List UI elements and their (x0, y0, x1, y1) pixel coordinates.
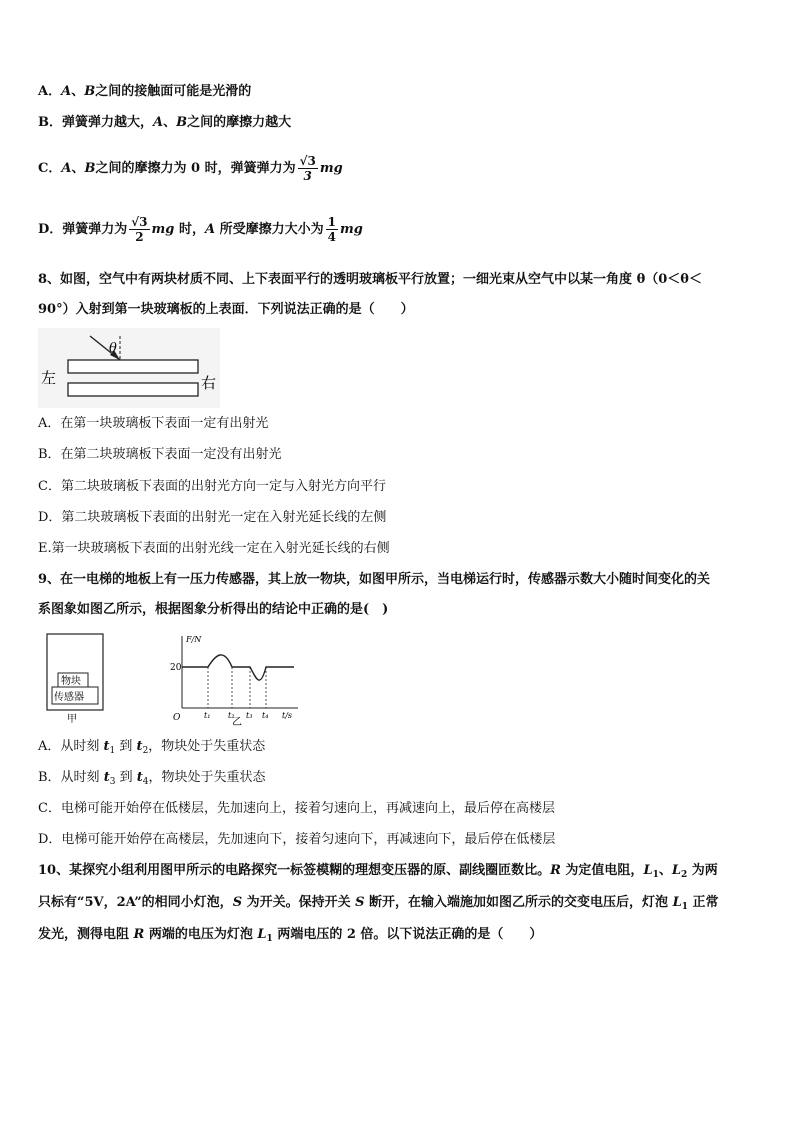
q9-figure-yi (170, 630, 310, 726)
sensor-label: 传感器 (54, 692, 84, 703)
stem-text: 两端的电压为灯泡 (144, 927, 258, 942)
q8-option-c: C．第二块玻璃板下表面的出射光方向一定与入射光方向平行 (38, 479, 386, 494)
stem-text: 为定值电阻， (560, 863, 644, 878)
fraction (129, 215, 149, 244)
option-text: B．从时刻 (38, 770, 104, 785)
q8-figure (38, 328, 220, 408)
stem-text: 两端电压的 2 倍。以下说法正确的是（ ） (272, 927, 543, 942)
q9-option-d: D．电梯可能开始停在高楼层，先加速向下，接着匀速向下，再减速向下，最后停在低楼层 (38, 832, 556, 847)
tick-t1: t₁ (204, 711, 211, 720)
subscript: 1 (266, 934, 273, 944)
var-t: t (103, 770, 110, 785)
var-b: B (176, 115, 188, 130)
fraction-denominator: 3 (303, 169, 312, 183)
fig-jia-label: 甲 (67, 714, 77, 724)
q7-option-d (38, 213, 756, 247)
subscript: 2 (142, 746, 149, 756)
stem-text: 10、某探究小组利用图甲所示的电路探究一标签模糊的理想变压器的原、副线圈匝数比。 (38, 863, 551, 878)
fraction-numerator: √3 (131, 215, 148, 229)
option-text: 弹簧弹力越大， (62, 115, 154, 130)
glass-plates-diagram (38, 328, 220, 408)
q10-line2 (38, 893, 756, 917)
sep: 、 (71, 84, 85, 99)
glass-plate-1 (68, 360, 198, 373)
q8-stem-line2: 90°）入射到第一块玻璃板的上表面．下列说法正确的是（ ） (38, 302, 414, 317)
sep: 、 (658, 863, 672, 878)
fraction-denominator: 2 (135, 230, 144, 244)
option-label: C． (38, 161, 62, 176)
stem-text: 为两 (687, 863, 718, 878)
stem-text: 正常 (688, 895, 719, 910)
subscript: 4 (142, 777, 149, 787)
q8-option-b: B．在第二块玻璃板下表面一定没有出射光 (38, 447, 282, 462)
var-r: R (550, 863, 561, 878)
q7-option-b (38, 113, 756, 133)
var-l: L (257, 927, 267, 942)
option-text: 时， (178, 222, 205, 237)
unit: mg (319, 161, 343, 176)
option-text: 到 (115, 770, 137, 785)
option-text: 到 (115, 739, 137, 754)
var-t: t (103, 739, 110, 754)
glass-plate-2 (68, 383, 198, 396)
tick-ts: t/s (282, 711, 293, 720)
option-label: A． (38, 84, 62, 99)
tick-t3: t₃ (246, 711, 253, 720)
fraction-numerator: √3 (299, 154, 316, 168)
option-label: D． (38, 222, 63, 237)
elevator-diagram (42, 632, 108, 724)
var-a: A (153, 115, 164, 130)
var-l: L (672, 895, 682, 910)
fraction-denominator: 4 (327, 230, 336, 244)
q9-stem-line2: 系图象如图乙所示，根据图象分析得出的结论中正确的是( ) (38, 602, 389, 617)
q8-stem-line1: 8、如图，空气中有两块材质不同、上下表面平行的透明玻璃板平行放置；一细光束从空气中以某一角度 θ（0＜θ＜ (38, 272, 702, 287)
var-l: L (643, 863, 653, 878)
option-text: 之间的接触面可能是光滑的 (95, 84, 252, 99)
origin-label: O (173, 713, 181, 723)
var-t: t (136, 770, 143, 785)
fig-yi-label: 乙 (232, 717, 242, 726)
option-label: B． (38, 115, 62, 130)
option-text: 之间的摩擦力为 0 时，弹簧弹力为 (95, 161, 296, 176)
q8-option-e: E.第一块玻璃板下表面的出射光线一定在入射光延长线的右侧 (38, 541, 390, 556)
q7-option-a (38, 82, 756, 102)
force-curve (182, 655, 294, 680)
sep: 、 (163, 115, 177, 130)
option-text: ，物块处于失重状态 (148, 739, 266, 754)
var-b: B (84, 84, 96, 99)
subscript: 3 (109, 777, 116, 787)
var-s: S (355, 895, 365, 910)
fraction (326, 215, 338, 244)
option-text: ，物块处于失重状态 (148, 770, 266, 785)
option-text: 之间的摩擦力越大 (187, 115, 292, 130)
y-axis-label: F/N (186, 635, 202, 644)
q9-option-c: C．电梯可能开始停在低楼层，先加速向上，接着匀速向上，再减速向上，最后停在高楼层 (38, 801, 555, 816)
right-label: 右 (201, 374, 217, 392)
option-text: 弹簧弹力为 (62, 222, 128, 237)
theta-label: θ (109, 341, 117, 356)
stem-text: 断开，在输入端施加如图乙所示的交变电压后，灯泡 (364, 895, 673, 910)
q9-option-a (38, 737, 756, 761)
q8-option-d: D．第二块玻璃板下表面的出射光一定在入射光延长线的左侧 (38, 510, 387, 525)
var-l: L (671, 863, 681, 878)
block-label: 物块 (61, 676, 81, 687)
var-r: R (133, 927, 145, 942)
q7-option-c (38, 152, 756, 186)
q8-option-a: A．在第一块玻璃板下表面一定有出射光 (38, 416, 269, 431)
q9-stem-line1: 9、在一电梯的地板上有一压力传感器，其上放一物块，如图甲所示，当电梯运行时，传感器示数大小随时间变化的关 (38, 572, 711, 587)
force-time-graph (170, 630, 310, 726)
var-t: t (136, 739, 143, 754)
y-value-label: 20 (170, 663, 182, 673)
q9-figure-jia (42, 632, 108, 724)
stem-text: 只标有“5V，2A”的相同小灯泡， (38, 895, 233, 910)
var-b: B (84, 161, 96, 176)
tick-t2: t₂ (228, 711, 235, 720)
tick-t4: t₄ (262, 711, 269, 720)
var-a: A (204, 222, 216, 237)
var-a: A (61, 161, 72, 176)
unit: mg (151, 222, 175, 237)
option-text: 所受摩擦力大小为 (219, 222, 324, 237)
fraction-numerator: 1 (327, 215, 336, 229)
unit: mg (339, 222, 363, 237)
stem-text: 为开关。保持开关 (242, 895, 356, 910)
q10-line1 (38, 861, 756, 885)
var-a: A (61, 84, 72, 99)
option-text: A．从时刻 (38, 739, 104, 754)
q10-line3 (38, 925, 756, 949)
subscript: 2 (681, 870, 688, 880)
stem-text: 发光，测得电阻 (38, 927, 134, 942)
left-label: 左 (41, 369, 57, 387)
subscript: 1 (652, 870, 659, 880)
sep: 、 (71, 161, 85, 176)
subscript: 1 (109, 746, 116, 756)
fraction (298, 154, 318, 183)
subscript: 1 (681, 902, 688, 912)
q9-option-b (38, 768, 756, 792)
var-s: S (232, 895, 243, 910)
